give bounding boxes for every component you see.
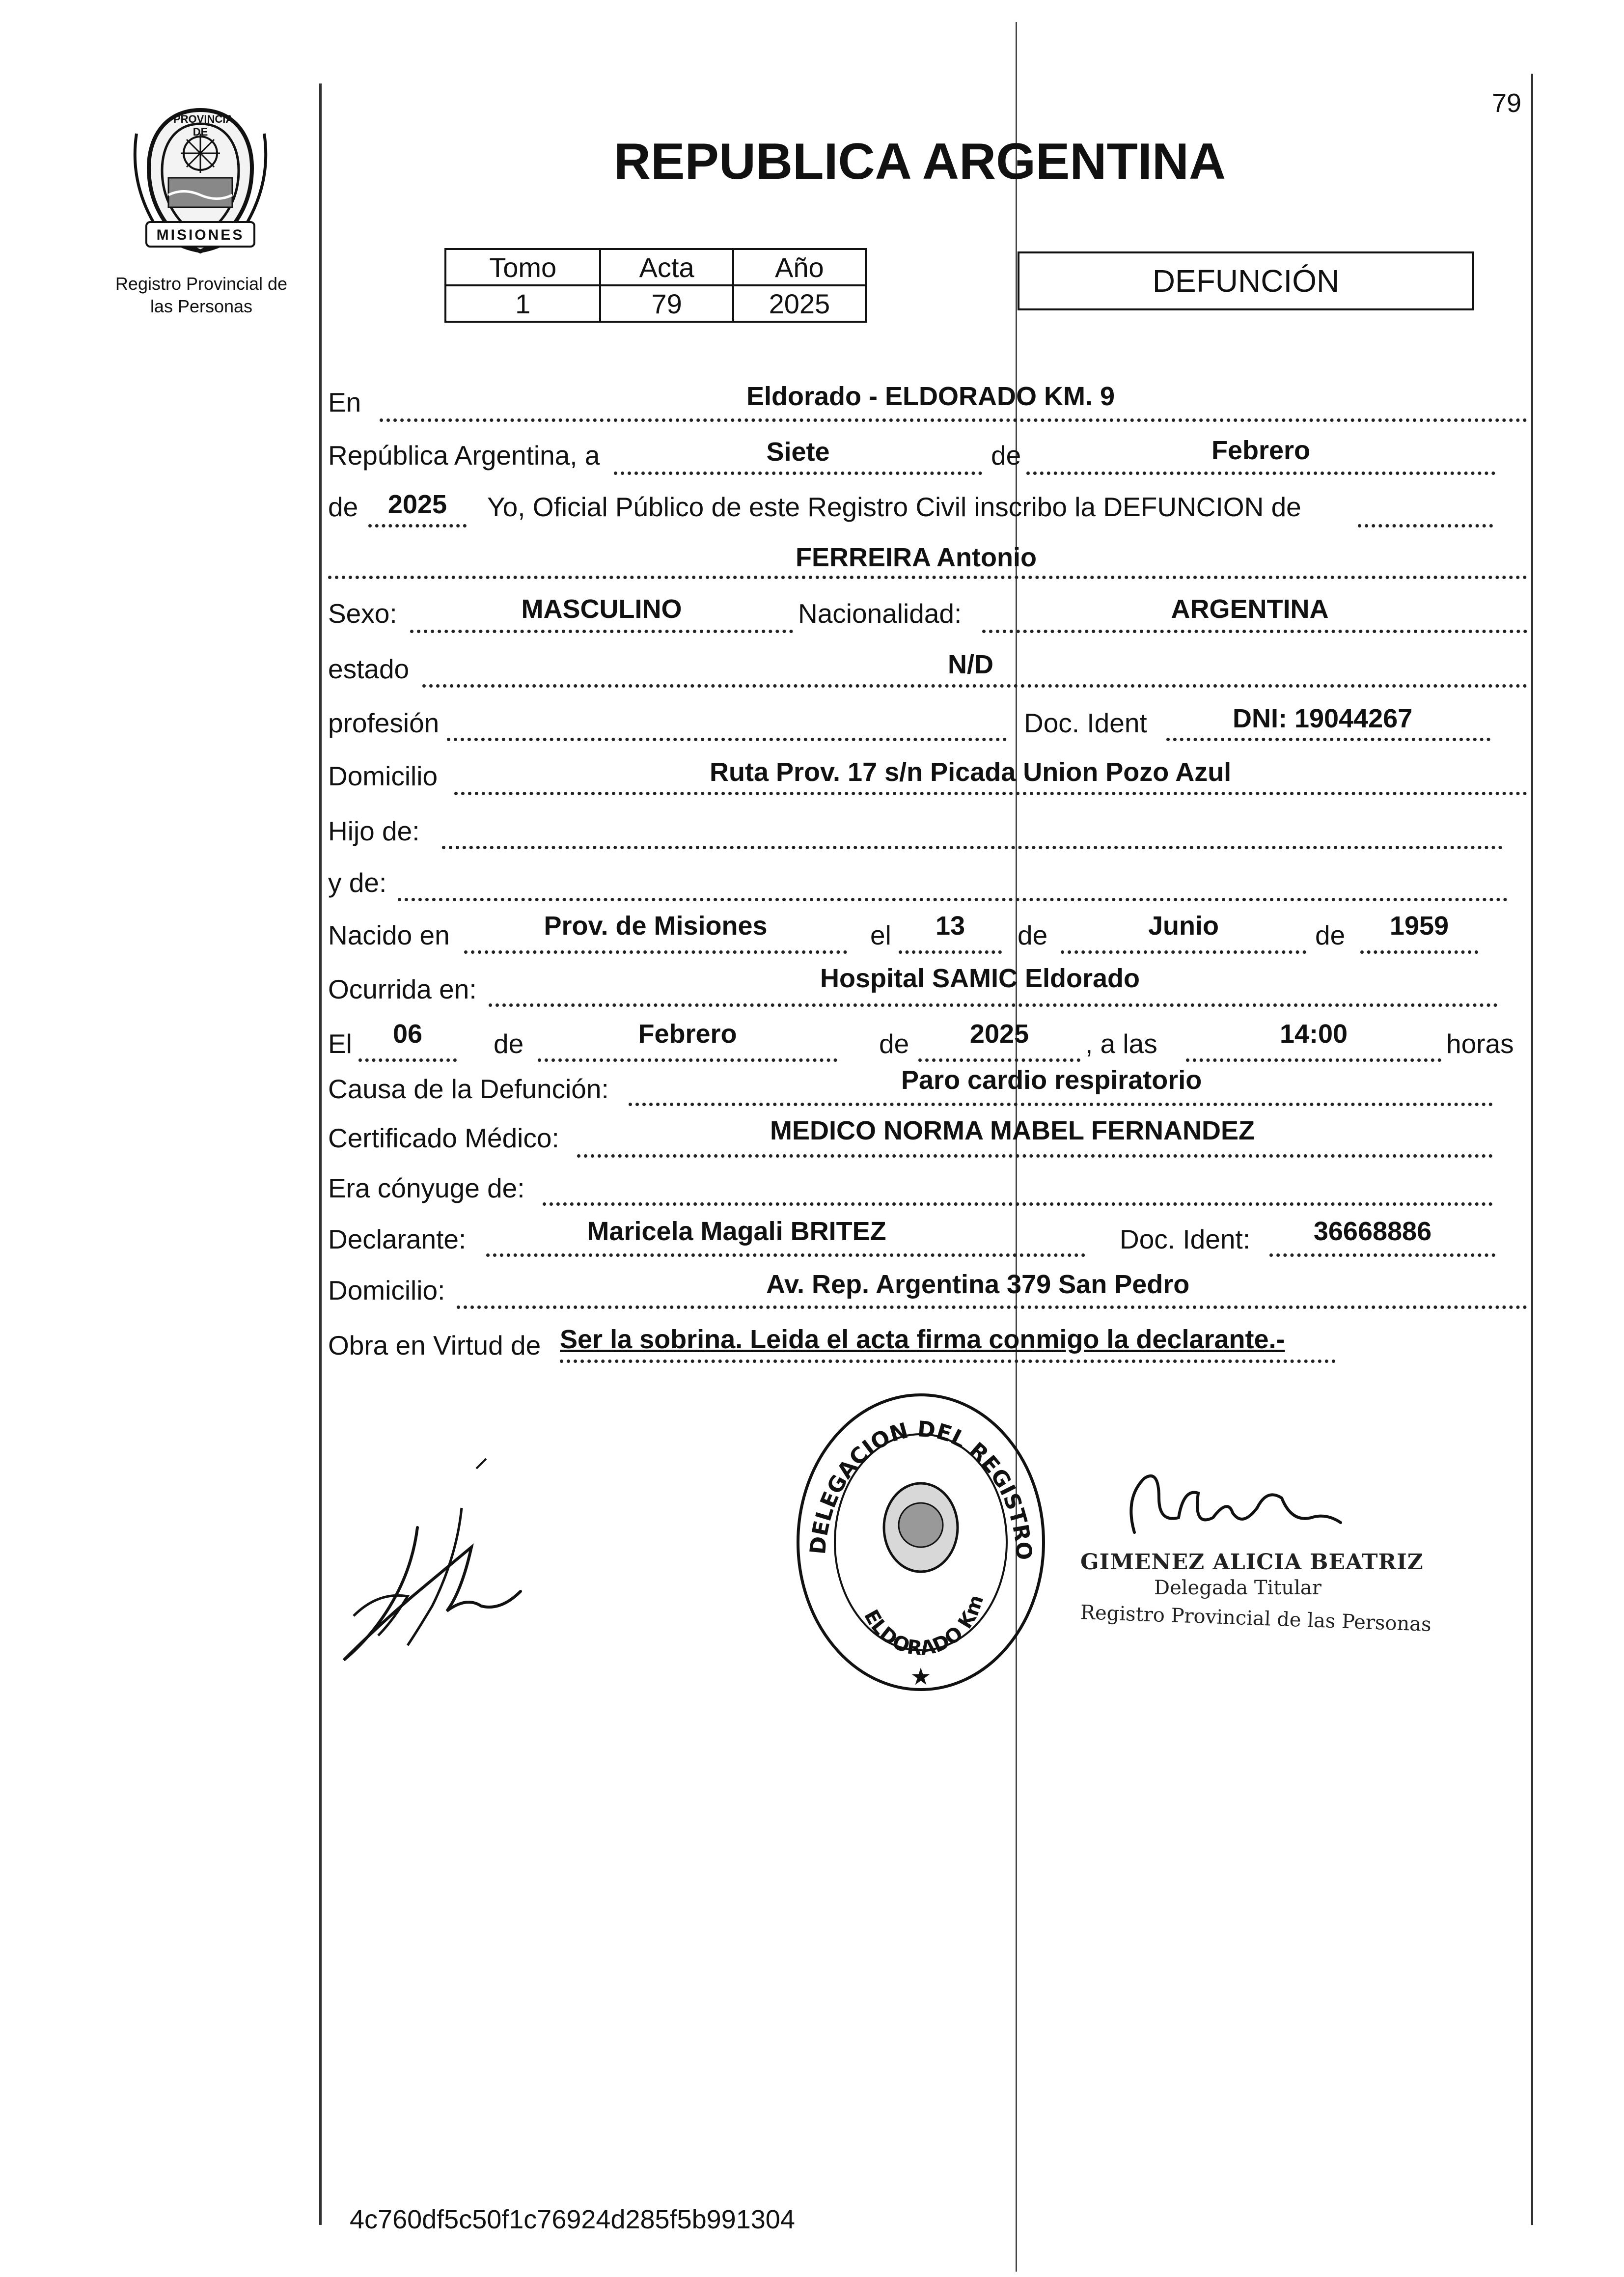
record-table-header-row <box>445 249 866 285</box>
nombre-line <box>328 576 1527 579</box>
domicilio2-line <box>457 1305 1527 1309</box>
left-margin-line <box>319 83 322 2225</box>
nacido-lugar: Prov. de Misiones <box>544 911 768 941</box>
sexo-label: Sexo: <box>328 598 397 629</box>
inscribo-line <box>1358 524 1493 528</box>
profesion-line <box>447 738 1007 741</box>
mes-line <box>1026 472 1495 475</box>
registry-name-line1: Registro Provincial de <box>115 274 288 294</box>
ocurrida-value: Hospital SAMIC Eldorado <box>820 964 1140 993</box>
def-dia-line <box>358 1058 457 1062</box>
certificado-label: Certificado Médico: <box>328 1123 559 1153</box>
registry-name <box>93 273 309 318</box>
causa-value: Paro cardio respiratorio <box>901 1065 1202 1095</box>
de3-label: de <box>1018 920 1048 950</box>
nacionalidad-value: ARGENTINA <box>1171 594 1329 624</box>
doc2-value: 36668886 <box>1313 1217 1432 1246</box>
sexo-value: MASCULINO <box>521 594 682 624</box>
dia-line <box>614 472 982 475</box>
yde-line <box>398 898 1508 901</box>
yde-label: y de: <box>328 867 387 898</box>
def-anio-line <box>918 1058 1080 1062</box>
doc2-line <box>1269 1253 1495 1257</box>
registry-seal <box>791 1385 1051 1699</box>
nacido-dia: 13 <box>935 911 965 941</box>
page-title: REPUBLICA ARGENTINA <box>614 133 1226 190</box>
registry-name-line2: las Personas <box>150 296 253 316</box>
def-mes: Febrero <box>638 1019 737 1049</box>
nacido-anio: 1959 <box>1389 911 1449 941</box>
nacido-anio-line <box>1360 950 1478 954</box>
estado-label: estado <box>328 654 410 684</box>
inscribo-text: Yo, Oficial Público de este Registro Civil inscribo la DEFUNCION de <box>487 492 1301 522</box>
deceased-name: FERREIRA Antonio <box>796 543 1037 572</box>
hijo-label: Hijo de: <box>328 816 420 846</box>
official-office: Registro Provincial de las Personas <box>1080 1601 1432 1636</box>
doc-line <box>1166 738 1490 741</box>
doc-value: DNI: 19044267 <box>1233 704 1413 733</box>
record-table-value-row <box>445 285 866 322</box>
emblem-bottom-text: MISIONES <box>156 227 245 243</box>
record-type: DEFUNCIÓN <box>1152 263 1340 299</box>
record-type-box <box>1018 251 1474 310</box>
def-anio: 2025 <box>969 1019 1029 1049</box>
el2-label: El <box>328 1028 352 1059</box>
estado-line <box>422 684 1527 688</box>
official-stamp <box>1080 1550 1434 1636</box>
svg-text:★: ★ <box>910 1663 932 1691</box>
seal-outer-text: DELEGACION DEL REGISTRO <box>805 1416 1037 1561</box>
declarante-value: Maricela Magali BRITEZ <box>587 1217 886 1246</box>
estado-value: N/D <box>948 650 993 679</box>
mes-value: Febrero <box>1211 436 1311 465</box>
anio-value: 2025 <box>387 490 447 519</box>
record-header-acta: Acta <box>600 249 733 285</box>
el-label: el <box>870 920 891 950</box>
official-position: Delegada Titular <box>1154 1577 1321 1599</box>
document-hash: 4c760df5c50f1c76924d285f5b991304 <box>350 2205 795 2234</box>
domicilio-label: Domicilio <box>328 761 438 791</box>
domicilio2-value: Av. Rep. Argentina 379 San Pedro <box>766 1270 1190 1299</box>
record-value-tomo: 1 <box>445 285 600 322</box>
def-hora-line <box>1186 1058 1441 1062</box>
de4-label: de <box>1315 920 1346 950</box>
record-value-acta: 79 <box>600 285 733 322</box>
de2-label: de <box>328 492 358 522</box>
en-label: En <box>328 387 361 417</box>
certificado-value: MEDICO NORMA MABEL FERNANDEZ <box>770 1116 1255 1145</box>
obra-value: Ser la sobrina. Leida el acta firma conmigo la declarante.- <box>560 1325 1285 1354</box>
page-number: 79 <box>1492 88 1522 118</box>
ocurrida-label: Ocurrida en: <box>328 974 477 1004</box>
obra-label: Obra en Virtud de <box>328 1330 541 1361</box>
record-header-tomo: Tomo <box>445 249 600 285</box>
de5-label: de <box>494 1028 524 1059</box>
domicilio-line <box>454 792 1527 795</box>
declarante-label: Declarante: <box>328 1224 467 1254</box>
nacionalidad-line <box>982 630 1527 633</box>
en-line <box>380 418 1527 422</box>
domicilio2-label: Domicilio: <box>328 1275 445 1305</box>
declarant-signature <box>334 1449 540 1685</box>
obra-line <box>560 1360 1336 1363</box>
domicilio-value: Ruta Prov. 17 s/n Picada Union Pozo Azul <box>710 757 1232 787</box>
ocurrida-line <box>489 1003 1498 1007</box>
province-emblem <box>127 104 274 261</box>
nacido-label: Nacido en <box>328 920 450 950</box>
causa-label: Causa de la Defunción: <box>328 1074 609 1104</box>
dia-value: Siete <box>766 437 830 467</box>
certificado-line <box>577 1154 1493 1158</box>
right-margin-line <box>1531 74 1533 2225</box>
nacido-mes-line <box>1061 950 1306 954</box>
doc-label: Doc. Ident <box>1024 708 1147 738</box>
nacionalidad-label: Nacionalidad: <box>798 598 962 629</box>
horas-label: horas <box>1446 1028 1514 1059</box>
official-signature <box>1105 1459 1350 1557</box>
hijo-line <box>442 846 1503 849</box>
alas-label: , a las <box>1085 1028 1157 1059</box>
def-mes-line <box>538 1058 837 1062</box>
nacido-lugar-line <box>464 950 847 954</box>
republica-label: República Argentina, a <box>328 440 600 471</box>
conyuge-label: Era cónyuge de: <box>328 1173 525 1203</box>
de-label: de <box>991 440 1021 471</box>
profesion-label: profesión <box>328 708 440 738</box>
emblem-top-text: PROVINCIA DE <box>173 113 234 138</box>
conyuge-line <box>543 1202 1493 1206</box>
record-reference-table <box>444 248 867 323</box>
nacido-dia-line <box>899 950 1002 954</box>
causa-line <box>629 1103 1493 1106</box>
declarante-line <box>486 1253 1085 1257</box>
def-dia: 06 <box>392 1019 423 1049</box>
sexo-line <box>410 630 793 633</box>
center-fold-line <box>1016 22 1017 2272</box>
def-hora: 14:00 <box>1279 1019 1348 1049</box>
de6-label: de <box>879 1028 909 1059</box>
en-value: Eldorado - ELDORADO KM. 9 <box>746 382 1115 411</box>
anio-line <box>368 524 467 528</box>
nacido-mes: Junio <box>1148 911 1219 941</box>
doc2-label: Doc. Ident: <box>1120 1224 1250 1254</box>
seal-inner-text: ELDORADO Km <box>859 1592 989 1660</box>
record-header-anio: Año <box>733 249 866 285</box>
record-value-anio: 2025 <box>733 285 866 322</box>
official-name: GIMENEZ ALICIA BEATRIZ <box>1080 1550 1424 1575</box>
